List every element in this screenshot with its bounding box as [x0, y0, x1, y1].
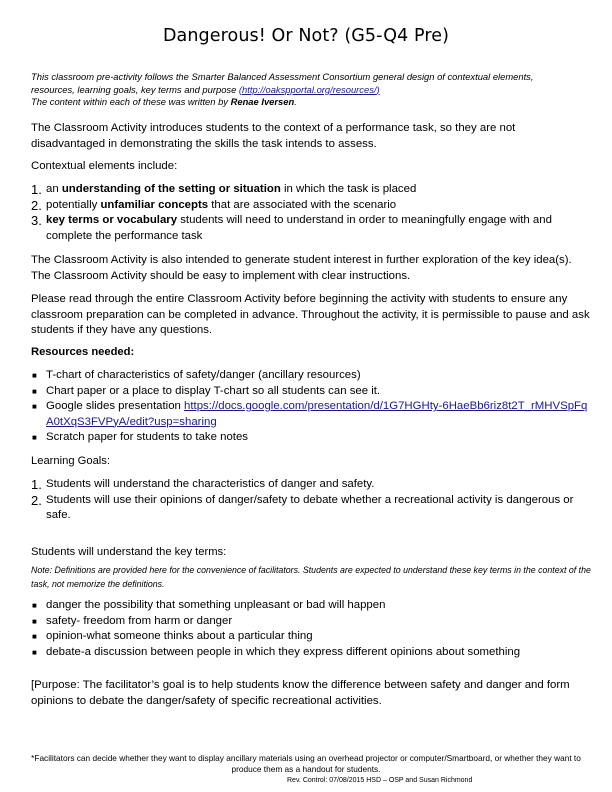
learning-goals-list — [31, 477, 591, 524]
item-text: potentially — [46, 198, 101, 211]
intro-line-3-text: The content within each of these was written by — [31, 96, 231, 107]
interest-paragraph: The Classroom Activity is also intended to generate student interest in further exploration of the key idea(s). The Classroom Activity should be easy to implement with clear instructions. — [31, 254, 572, 282]
footnote: *Facilitators can decide whether they want to display ancillary materials using an overhead projector or computer/Smartboard, or whether they want to produce them as a handout for students. — [31, 753, 581, 774]
item-text: Google slides presentation — [46, 400, 185, 412]
link-close-paren: ) — [376, 83, 380, 95]
bullet-icon: ■ — [32, 386, 37, 396]
list-number: 3. — [31, 213, 42, 228]
list-item — [31, 384, 591, 400]
item-text: T-chart of characteristics of safety/danger (ancillary resources) — [46, 369, 361, 381]
bullet-icon: ■ — [32, 616, 37, 626]
list-item — [31, 629, 591, 645]
item-text: Chart paper or a place to display T-chart so all students can see it. — [46, 384, 381, 397]
item-text: in which the task is placed — [280, 183, 417, 195]
bullet-icon: ■ — [32, 601, 37, 610]
item-text: that are associated with the scenario — [208, 198, 397, 211]
list-item — [31, 493, 591, 524]
item-text: danger the possibility that something unpleasant or bad will happen — [46, 599, 386, 611]
learning-goals-heading: Learning Goals: — [31, 455, 110, 467]
bullet-icon: ■ — [32, 371, 37, 380]
purpose-paragraph: [Purpose: The facilitator’s goal is to help students know the difference between safety and danger and form opinions to debate the danger/safety of specific recreational activities. — [31, 679, 570, 707]
resources-heading: Resources needed: — [31, 346, 135, 358]
key-terms-heading: Students will understand the key terms: — [31, 546, 227, 558]
list-item — [31, 198, 591, 214]
item-text: Students will use their opinions of danger/safety to debate whether a recreational activity is dangerous or safe. — [46, 493, 574, 521]
item-text: Scratch paper for students to take notes — [46, 431, 248, 443]
page-title: Dangerous! Or Not? (G5-Q4 Pre) — [162, 26, 450, 46]
list-item — [31, 477, 591, 493]
bullet-icon: ■ — [32, 632, 37, 641]
item-text: debate-a discussion between people in which they express different opinions about something — [46, 645, 521, 658]
contextual-list — [31, 182, 591, 244]
list-number: 1. — [31, 477, 42, 492]
item-text: an — [46, 183, 62, 195]
oaks-portal-link[interactable] — [239, 84, 380, 95]
author-name: Renae Iversen — [230, 96, 295, 107]
bullet-icon: ■ — [32, 402, 37, 411]
item-text: safety- freedom from harm or danger — [46, 614, 233, 627]
intro-line-2-text: resources, learning goals, key terms and purpose — [31, 83, 239, 95]
intro-line-1: This classroom pre-activity follows the Smarter Balanced Assessment Consortium general design of contextual elements, — [31, 71, 534, 82]
intro-line-2 — [31, 84, 591, 97]
link-open-paren: ( — [238, 83, 243, 95]
list-item — [31, 399, 591, 430]
contextual-heading: Contextual elements include: — [31, 160, 178, 172]
list-item — [31, 368, 591, 384]
list-item — [31, 213, 591, 244]
bullet-icon: ■ — [32, 647, 37, 657]
list-item — [31, 182, 591, 198]
intro-line-3-suffix: . — [294, 96, 297, 107]
item-text: opinion-what someone thinks about a particular thing — [46, 630, 313, 642]
item-text: students will need to understand in order to meaningfully engage with and complete the performance task — [46, 214, 552, 242]
oaks-portal-url[interactable]: http://oakspportal.org/resources/ — [242, 83, 377, 95]
list-number: 2. — [31, 492, 42, 508]
intro-paragraph: The Classroom Activity introduces students to the context of a performance task, so they are not disadvantaged in demonstrating the skills the task intends to assess. — [31, 122, 516, 150]
key-terms-list — [31, 598, 591, 660]
item-text: Students will understand the characteristics of danger and safety. — [46, 478, 375, 490]
revision-control: Rev. Control: 07/08/2015 HSD – OSP and Susan Richmond — [287, 777, 473, 784]
resources-list — [31, 368, 591, 446]
intro-line-3 — [31, 96, 591, 109]
item-bold-text: understanding of the setting or situation — [61, 183, 281, 195]
list-number: 1. — [31, 182, 42, 197]
list-item — [31, 430, 591, 446]
list-item — [31, 645, 591, 661]
item-bold-text: unfamiliar concepts — [100, 198, 209, 211]
list-item — [31, 614, 591, 630]
bullet-icon: ■ — [32, 433, 37, 442]
preparation-paragraph: Please read through the entire Classroom Activity before beginning the activity with students to ensure any classroom preparation can be completed in advance. Throughout the activity, it is permissible to pause and ask students if they have any questions. — [31, 293, 590, 336]
list-item — [31, 598, 591, 614]
google-slides-link[interactable]: https://docs.google.com/presentation/d/1G7HGHty-6HaeBb6riz8t2T_rMHVSpFqA0tXqS3FVPyA/edit?usp=sharing — [46, 400, 588, 428]
item-bold-text: key terms or vocabulary — [46, 214, 178, 226]
intro-note — [31, 71, 591, 109]
key-terms-note: Note: Definitions are provided here for the convenience of facilitators. Students are expected to understand these key terms in the context of the task, not memorize the definitions. — [31, 565, 591, 589]
list-number: 2. — [31, 197, 42, 213]
